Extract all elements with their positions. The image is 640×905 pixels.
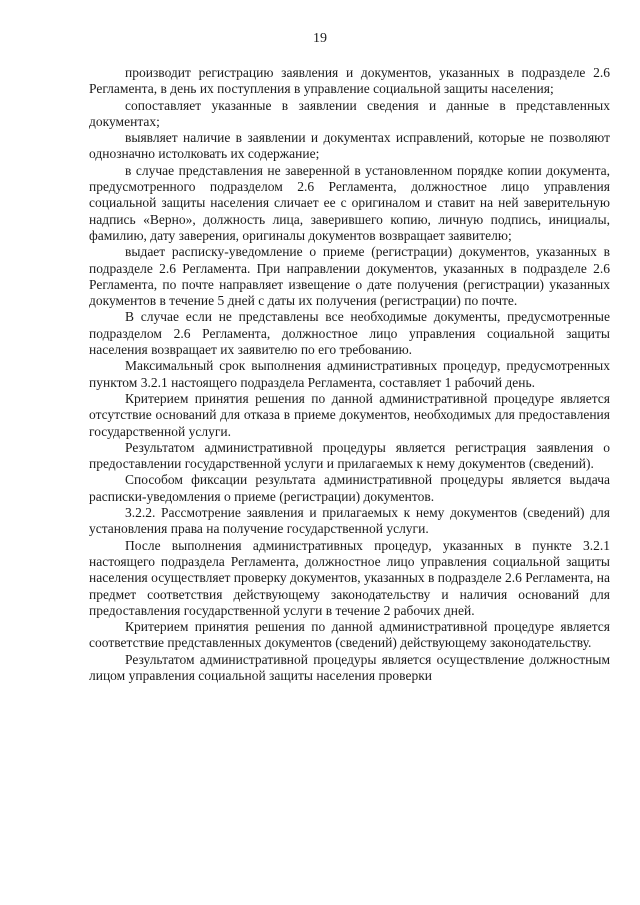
document-body [89,65,610,684]
paragraph: В случае если не представлены все необходимые документы, предусмотренные подразделом 2.6 Регламента, должностное лицо управления социальной защиты населения возвращает их заявителю по его требованию. [89,309,610,358]
paragraph: сопоставляет указанные в заявлении сведения и данные в представленных документах; [89,97,610,129]
paragraph: Максимальный срок выполнения административных процедур, предусмотренных пунктом 3.2.1 настоящего подраздела Регламента, составляет 1 рабочий день. [89,358,610,390]
paragraph: Способом фиксации результата административной процедуры является выдача расписки-уведомления о приеме (регистрации) документов. [89,472,610,504]
section-heading-3-2-2: 3.2.2. Рассмотрение заявления и прилагаемых к нему документов (сведений) для установления права на получение государственной услуги. [89,505,610,537]
paragraph: Результатом административной процедуры является осуществление должностным лицом управления социальной защиты населения проверки [89,651,610,683]
paragraph: Критерием принятия решения по данной административной процедуре является отсутствие оснований для отказа в приеме документов, необходимых для предоставления государственной услуги. [89,390,610,439]
paragraph: Критерием принятия решения по данной административной процедуре является соответствие представленных документов (сведений) действующему законодательству. [89,619,610,651]
paragraph: Результатом административной процедуры является регистрация заявления о предоставлении государственной услуги и прилагаемых к нему документов (сведений). [89,439,610,472]
paragraph: После выполнения административных процедур, указанных в пункте 3.2.1 настоящего подраздела Регламента, должностное лицо управления социальной защиты населения осуществляет проверку документов, указанных в подразделе 2.6 Регламента, на предмет соответствия действующему законодательству и наличия оснований для предоставления государственной услуги в течение 2 рабочих дней. [89,537,610,618]
page-number: 19 [313,31,327,46]
paragraph: производит регистрацию заявления и документов, указанных в подразделе 2.6 Регламента, в день их поступления в управление социальной защиты населения; [89,65,610,97]
paragraph: выдает расписку-уведомление о приеме (регистрации) документов, указанных в подразделе 2.6 Регламента. При направлении документов, указанных в подразделе 2.6 Регламента, по почте направляет извещение о дате получения (регистрации) указанных документов в течение 5 дней с даты их получения (регистрации) по почте. [89,244,610,309]
paragraph: в случае представления не заверенной в установленном порядке копии документа, предусмотренного подразделом 2.6 Регламента, должностное лицо управления социальной защиты населения сличает ее с оригиналом и ставит на ней заверительную надпись «Верно», должность лица, заверившего копию, личную подпись, инициалы, фамилию, дату заверения, оригиналы документов возвращает заявителю; [89,162,610,243]
paragraph: выявляет наличие в заявлении и документах исправлений, которые не позволяют однозначно истолковать их содержание; [89,130,610,162]
